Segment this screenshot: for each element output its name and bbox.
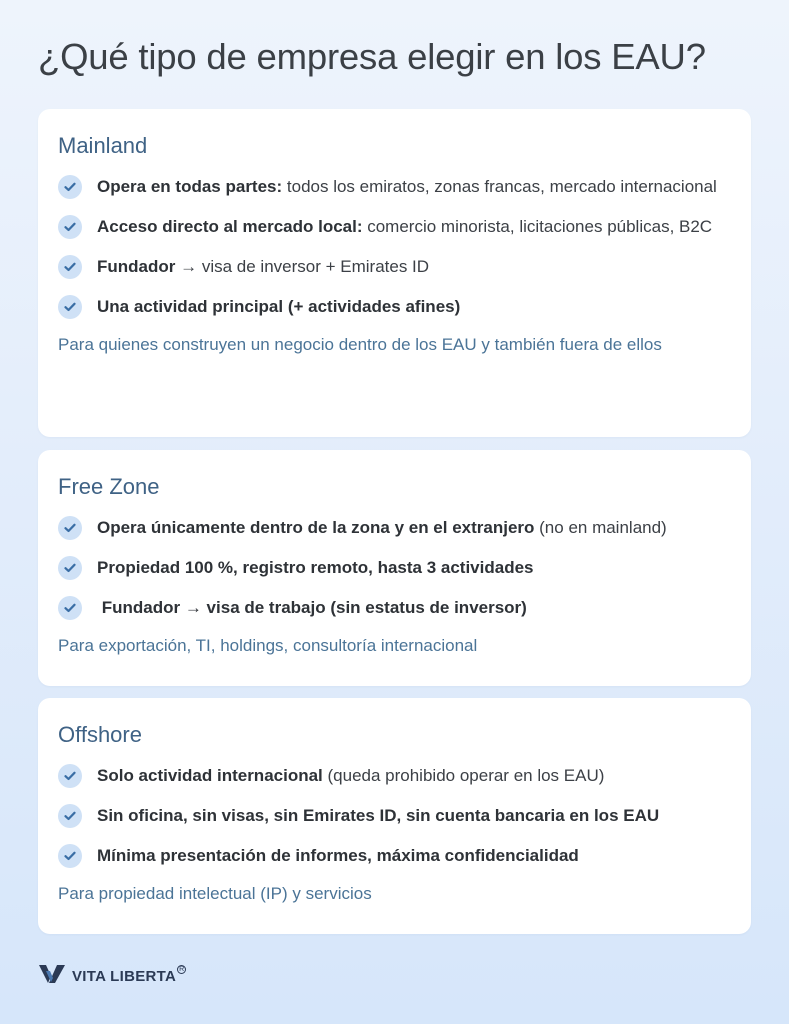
list-item (58, 842, 731, 869)
card-title: Offshore (58, 722, 142, 747)
card-mainland (38, 109, 751, 437)
item-text: comercio minorista, licitaciones públicas, B2C (362, 217, 713, 236)
check-circle-icon (58, 215, 82, 239)
check-circle-icon (58, 556, 82, 580)
list-item (58, 802, 731, 829)
list-item (58, 554, 731, 581)
check-circle-icon (58, 516, 82, 540)
card-free-zone (38, 450, 751, 686)
item-bold-text: Propiedad 100 %, registro remoto, hasta 3 actividades (97, 558, 534, 577)
item-bold-text: Fundador → visa de trabajo (sin estatus de inversor) (97, 598, 527, 617)
item-text: → visa de inversor + Emirates ID (175, 257, 430, 276)
item-bold-text: Sin oficina, sin visas, sin Emirates ID, sin cuenta bancaria en los EAU (97, 806, 660, 825)
item-text: (no en mainland) (534, 518, 667, 537)
item-bold-text: Solo actividad internacional (97, 766, 323, 785)
card-note: Para quienes construyen un negocio dentro de los EAU y también fuera de ellos (58, 335, 662, 354)
item-bold-text: Opera en todas partes: (97, 177, 283, 196)
list-item (58, 173, 731, 200)
item-bold-text: Acceso directo al mercado local: (97, 217, 363, 236)
check-circle-icon (58, 295, 82, 319)
check-circle-icon (58, 804, 82, 828)
list-item (58, 594, 731, 621)
brand-name: VITA LIBERTA (72, 968, 177, 985)
list-item (58, 213, 731, 240)
list-item (58, 514, 731, 541)
list-item (58, 762, 731, 789)
card-title: Free Zone (58, 474, 160, 499)
vl-logo-icon (38, 963, 66, 990)
feature-list (58, 173, 731, 320)
item-bold-text: Fundador (97, 257, 176, 276)
page-title: ¿Qué tipo de empresa elegir en los EAU? (38, 36, 706, 77)
list-item (58, 253, 731, 280)
card-note: Para propiedad intelectual (IP) y servicios (58, 884, 372, 903)
check-circle-icon (58, 255, 82, 279)
item-bold-text: Mínima presentación de informes, máxima confidencialidad (97, 846, 579, 865)
check-circle-icon (58, 175, 82, 199)
item-text: todos los emiratos, zonas francas, mercado internacional (282, 177, 717, 196)
card-title: Mainland (58, 133, 148, 158)
item-bold-text: Opera únicamente dentro de la zona y en el extranjero (97, 518, 535, 537)
brand-logo (38, 963, 186, 990)
card-offshore (38, 698, 751, 934)
check-circle-icon (58, 844, 82, 868)
check-circle-icon (58, 596, 82, 620)
card-note: Para exportación, TI, holdings, consultoría internacional (58, 636, 478, 655)
feature-list (58, 514, 731, 621)
check-circle-icon (58, 764, 82, 788)
feature-list (58, 762, 731, 869)
item-text: (queda prohibido operar en los EAU) (322, 766, 605, 785)
registered-mark: R (179, 966, 185, 973)
list-item (58, 293, 731, 320)
item-bold-text: Una actividad principal (+ actividades afines) (97, 297, 461, 316)
